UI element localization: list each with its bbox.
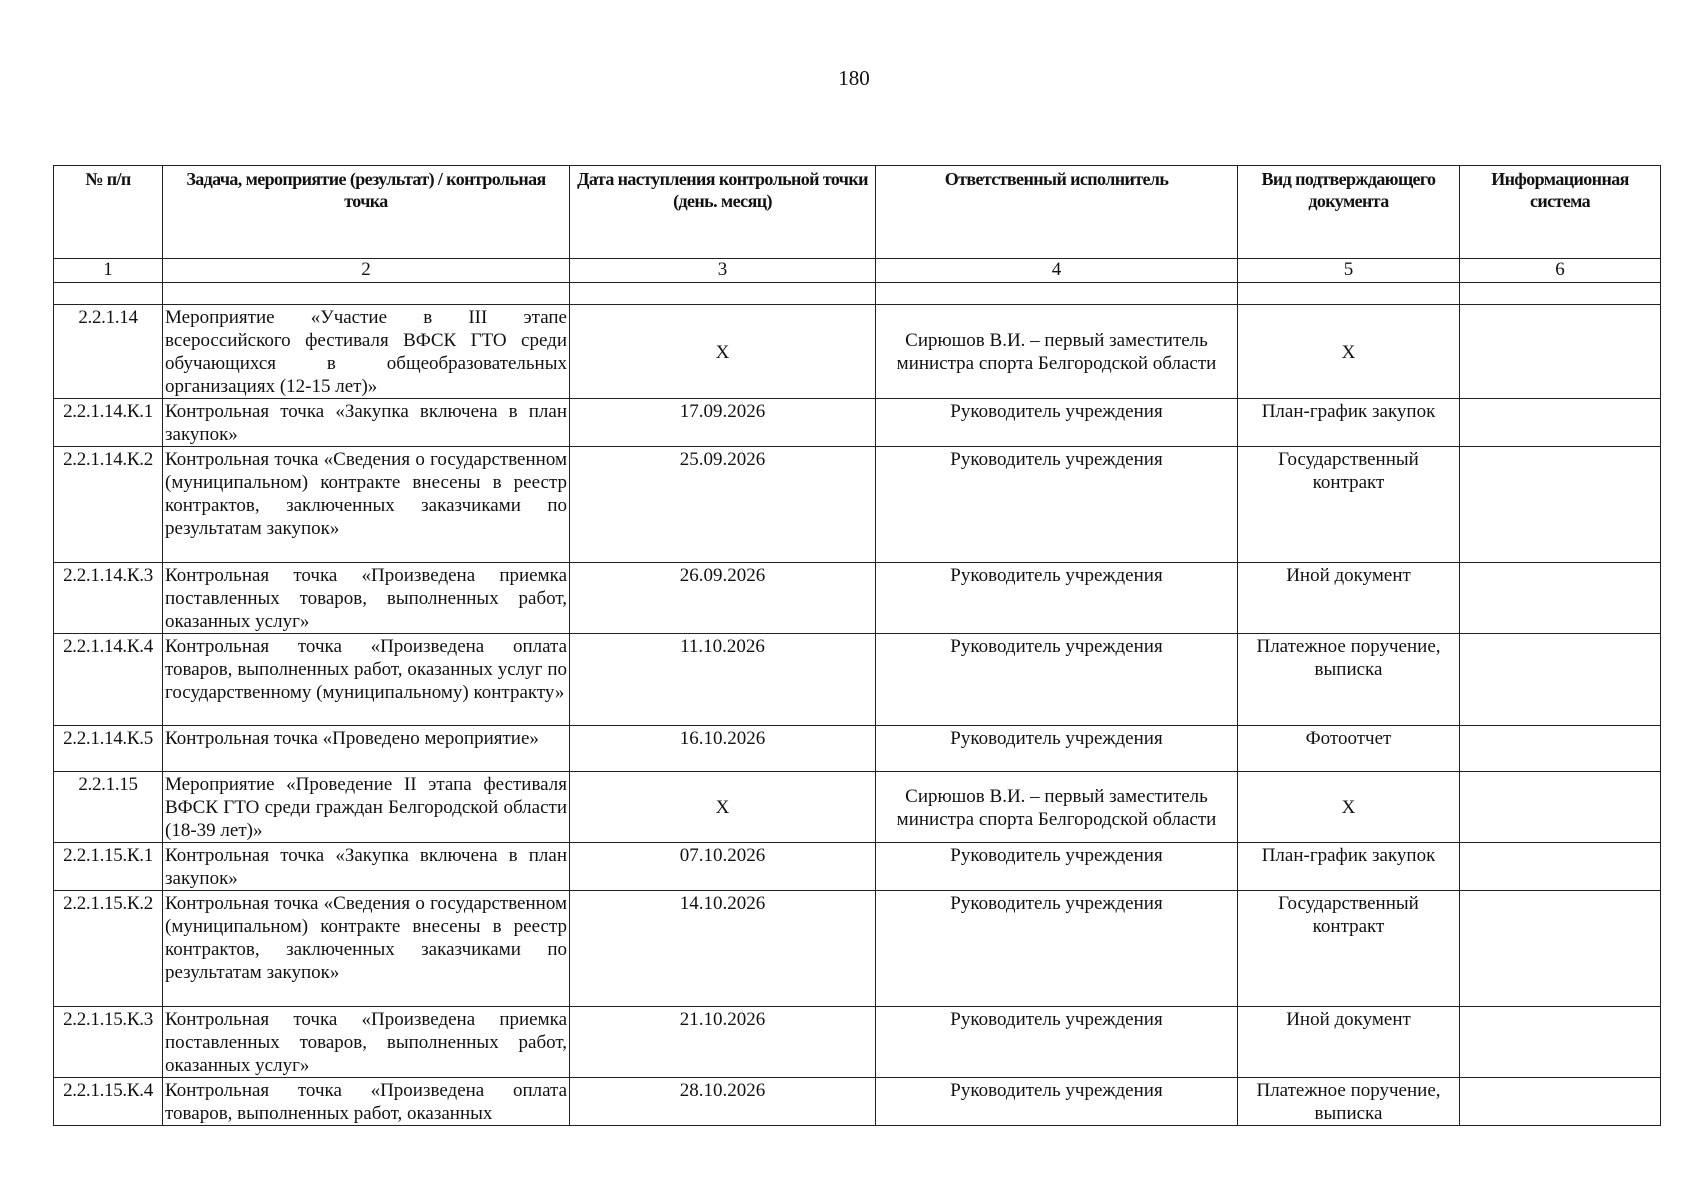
control-point-row: [54, 891, 1661, 1007]
row-information-system: [1460, 891, 1661, 1007]
column-number: 2: [163, 259, 570, 283]
row-information-system: [1460, 399, 1661, 447]
row-number: 2.2.1.14.К.4: [54, 634, 163, 726]
control-point-row: [54, 634, 1661, 726]
column-number: 5: [1238, 259, 1460, 283]
column-number: 4: [876, 259, 1238, 283]
row-number: 2.2.1.15.К.3: [54, 1007, 163, 1078]
row-task: Контрольная точка «Проведено мероприятие»: [163, 726, 570, 772]
row-date: X: [570, 305, 876, 399]
row-information-system: [1460, 305, 1661, 399]
control-point-row: [54, 447, 1661, 563]
header-document-type: Вид подтверждающего документа: [1238, 166, 1460, 259]
row-number: 2.2.1.15.К.1: [54, 843, 163, 891]
row-task: Контрольная точка «Закупка включена в план закупок»: [163, 399, 570, 447]
header-responsible: Ответственный исполнитель: [876, 166, 1238, 259]
row-number: 2.2.1.14.К.1: [54, 399, 163, 447]
header-information-system: Информационная система: [1460, 166, 1661, 259]
row-task: Контрольная точка «Произведена приемка поставленных товаров, выполненных работ, оказанных услуг»: [163, 563, 570, 634]
row-document-type: Государственный контракт: [1238, 447, 1460, 563]
row-responsible: Сирюшов В.И. – первый заместитель министра спорта Белгородской области: [876, 305, 1238, 399]
row-date: 16.10.2026: [570, 726, 876, 772]
row-task: Контрольная точка «Произведена оплата товаров, выполненных работ, оказанных: [163, 1078, 570, 1126]
row-date: 25.09.2026: [570, 447, 876, 563]
header-date: Дата наступления контрольной точки (день. месяц): [570, 166, 876, 259]
row-task: Контрольная точка «Сведения о государственном (муниципальном) контракте внесены в реестр контрактов, заключенных заказчиками по результатам закупок»: [163, 447, 570, 563]
row-responsible: Руководитель учреждения: [876, 447, 1238, 563]
row-number: 2.2.1.15: [54, 772, 163, 843]
row-date: 11.10.2026: [570, 634, 876, 726]
column-number: 3: [570, 259, 876, 283]
row-number: 2.2.1.15.К.2: [54, 891, 163, 1007]
event-row: [54, 772, 1661, 843]
row-responsible: Сирюшов В.И. – первый заместитель министра спорта Белгородской области: [876, 772, 1238, 843]
header-number: № п/п: [54, 166, 163, 259]
column-number: 6: [1460, 259, 1661, 283]
row-responsible: Руководитель учреждения: [876, 634, 1238, 726]
row-document-type: План-график закупок: [1238, 399, 1460, 447]
row-document-type: План-график закупок: [1238, 843, 1460, 891]
row-number: 2.2.1.14.К.5: [54, 726, 163, 772]
row-task: Контрольная точка «Произведена оплата товаров, выполненных работ, оказанных услуг по государственному (муниципальному) контракту»: [163, 634, 570, 726]
row-information-system: [1460, 1078, 1661, 1126]
control-points-table: [53, 165, 1661, 1126]
row-document-type: Иной документ: [1238, 1007, 1460, 1078]
row-responsible: Руководитель учреждения: [876, 726, 1238, 772]
row-date: 07.10.2026: [570, 843, 876, 891]
row-document-type: Государственный контракт: [1238, 891, 1460, 1007]
row-number: 2.2.1.15.К.4: [54, 1078, 163, 1126]
control-point-row: [54, 1007, 1661, 1078]
row-task: Контрольная точка «Сведения о государственном (муниципальном) контракте внесены в реестр контрактов, заключенных заказчиками по результатам закупок»: [163, 891, 570, 1007]
row-document-type: Иной документ: [1238, 563, 1460, 634]
row-task: Контрольная точка «Произведена приемка поставленных товаров, выполненных работ, оказанных услуг»: [163, 1007, 570, 1078]
row-task: Контрольная точка «Закупка включена в план закупок»: [163, 843, 570, 891]
row-number: 2.2.1.14: [54, 305, 163, 399]
row-responsible: Руководитель учреждения: [876, 891, 1238, 1007]
spacer-row: [54, 283, 1661, 305]
row-information-system: [1460, 563, 1661, 634]
row-date: 17.09.2026: [570, 399, 876, 447]
column-number: 1: [54, 259, 163, 283]
row-responsible: Руководитель учреждения: [876, 1078, 1238, 1126]
row-task: Мероприятие «Участие в III этапе всероссийского фестиваля ВФСК ГТО среди обучающихся в общеобразовательных организациях (12-15 лет)»: [163, 305, 570, 399]
control-point-row: [54, 843, 1661, 891]
control-point-row: [54, 1078, 1661, 1126]
event-row: [54, 305, 1661, 399]
row-number: 2.2.1.14.К.3: [54, 563, 163, 634]
row-date: 26.09.2026: [570, 563, 876, 634]
row-responsible: Руководитель учреждения: [876, 1007, 1238, 1078]
row-information-system: [1460, 447, 1661, 563]
row-date: X: [570, 772, 876, 843]
row-document-type: Платежное поручение, выписка: [1238, 634, 1460, 726]
row-information-system: [1460, 1007, 1661, 1078]
row-date: 14.10.2026: [570, 891, 876, 1007]
control-point-row: [54, 399, 1661, 447]
control-point-row: [54, 726, 1661, 772]
table-header-row: [54, 166, 1661, 259]
row-information-system: [1460, 843, 1661, 891]
row-date: 21.10.2026: [570, 1007, 876, 1078]
row-responsible: Руководитель учреждения: [876, 563, 1238, 634]
row-information-system: [1460, 726, 1661, 772]
row-information-system: [1460, 772, 1661, 843]
row-date: 28.10.2026: [570, 1078, 876, 1126]
control-point-row: [54, 563, 1661, 634]
row-document-type: X: [1238, 305, 1460, 399]
row-responsible: Руководитель учреждения: [876, 399, 1238, 447]
page-number: 180: [838, 66, 870, 90]
row-responsible: Руководитель учреждения: [876, 843, 1238, 891]
row-information-system: [1460, 634, 1661, 726]
header-task: Задача, мероприятие (результат) / контрольная точка: [163, 166, 570, 259]
row-document-type: X: [1238, 772, 1460, 843]
row-task: Мероприятие «Проведение II этапа фестиваля ВФСК ГТО среди граждан Белгородской области (18-39 лет)»: [163, 772, 570, 843]
column-number-row: [54, 259, 1661, 283]
row-document-type: Фотоотчет: [1238, 726, 1460, 772]
row-number: 2.2.1.14.К.2: [54, 447, 163, 563]
row-document-type: Платежное поручение, выписка: [1238, 1078, 1460, 1126]
